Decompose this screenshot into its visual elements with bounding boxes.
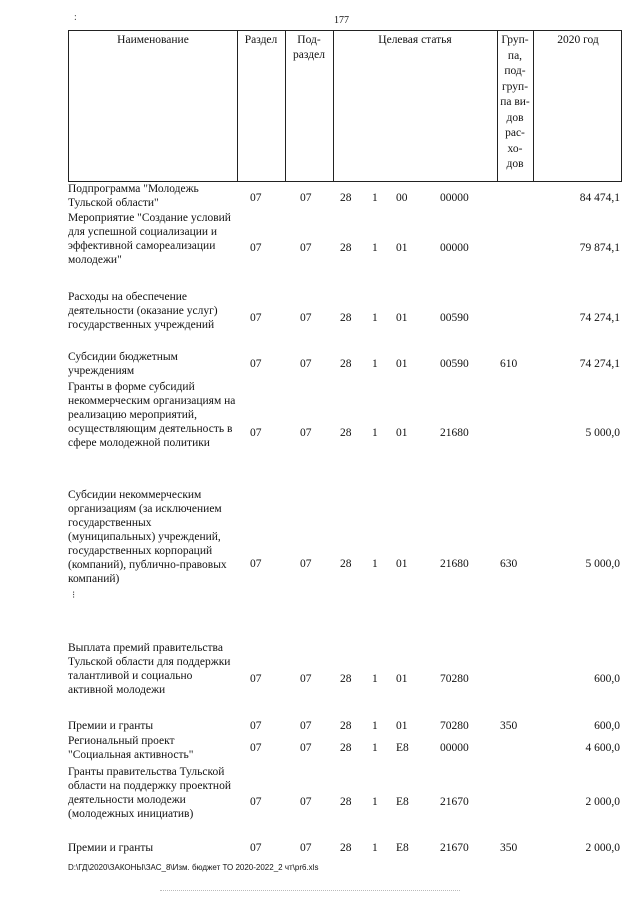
row-cs-a: 28	[340, 673, 352, 685]
row-podrazdel: 07	[300, 742, 312, 754]
row-cs-a: 28	[340, 312, 352, 324]
row-cs-d: 21670	[440, 796, 469, 808]
row-cs-b: 1	[372, 742, 378, 754]
row-value: 74 274,1	[579, 358, 620, 370]
row-cs-d: 21670	[440, 842, 469, 854]
header-podrazdel: Под- раздел	[293, 34, 325, 61]
row-razdel: 07	[250, 312, 262, 324]
row-razdel: 07	[250, 427, 262, 439]
row-cs-d: 21680	[440, 558, 469, 570]
row-name: Региональный проект "Социальная активность"	[68, 735, 194, 761]
row-name: Гранты правительства Тульской области на поддержку проектной деятельности молодежи (молодежных инициатив)	[68, 766, 231, 820]
row-name: Гранты в форме субсидий некоммерческим организациям на реализацию мероприятий, осуществляющим деятельность в сфере молодежной политики	[68, 381, 236, 449]
row-value: 5 000,0	[585, 558, 620, 570]
row-podrazdel: 07	[300, 358, 312, 370]
row-razdel: 07	[250, 842, 262, 854]
row-value: 5 000,0	[585, 427, 620, 439]
row-podrazdel: 07	[300, 796, 312, 808]
scan-artifact-line	[160, 890, 460, 891]
row-cs-c: E8	[396, 796, 409, 808]
row-cs-b: 1	[372, 796, 378, 808]
row-name: Подпрограмма "Молодежь Тульской области"	[68, 183, 199, 209]
row-podrazdel: 07	[300, 312, 312, 324]
row-podrazdel: 07	[300, 192, 312, 204]
row-name: Выплата премий правительства Тульской области для поддержки талантливой и социально активной молодежи	[68, 642, 231, 696]
row-cs-a: 28	[340, 427, 352, 439]
table-header	[68, 30, 622, 182]
row-value: 2 000,0	[585, 842, 620, 854]
row-group: 350	[500, 842, 518, 854]
row-value: 600,0	[594, 673, 620, 685]
row-cs-d: 00000	[440, 242, 469, 254]
row-cs-c: 01	[396, 242, 408, 254]
row-cs-a: 28	[340, 720, 352, 732]
row-cs-b: 1	[372, 242, 378, 254]
row-cs-a: 28	[340, 742, 352, 754]
row-razdel: 07	[250, 558, 262, 570]
row-group: 350	[500, 720, 518, 732]
header-gruppa: Груп- па, под- груп- па ви- дов рас- хо- дов	[500, 34, 530, 170]
row-value: 4 600,0	[585, 742, 620, 754]
row-cs-b: 1	[372, 192, 378, 204]
row-podrazdel: 07	[300, 720, 312, 732]
row-cs-c: 01	[396, 720, 408, 732]
row-cs-b: 1	[372, 558, 378, 570]
row-cs-a: 28	[340, 842, 352, 854]
row-razdel: 07	[250, 242, 262, 254]
row-cs-b: 1	[372, 427, 378, 439]
row-value: 84 474,1	[579, 192, 620, 204]
row-cs-d: 70280	[440, 720, 469, 732]
row-cs-d: 00590	[440, 358, 469, 370]
row-value: 2 000,0	[585, 796, 620, 808]
row-cs-b: 1	[372, 358, 378, 370]
row-cs-d: 00000	[440, 192, 469, 204]
header-razdel: Раздел	[244, 34, 278, 46]
row-cs-a: 28	[340, 242, 352, 254]
row-cs-b: 1	[372, 673, 378, 685]
header-divider	[333, 31, 334, 181]
row-value: 79 874,1	[579, 242, 620, 254]
row-cs-c: E8	[396, 842, 409, 854]
row-name: Субсидии бюджетным учреждениям	[68, 351, 178, 377]
row-value: 74 274,1	[579, 312, 620, 324]
scan-mark: ⁝	[72, 590, 76, 601]
row-podrazdel: 07	[300, 427, 312, 439]
row-cs-a: 28	[340, 558, 352, 570]
row-cs-d: 00000	[440, 742, 469, 754]
row-name: Субсидии некоммерческим организациям (за исключением государственных (муниципальных) учреждений, государственных корпораций (компаний), публично-правовых компаний)	[68, 489, 227, 585]
row-name: Премии и гранты	[68, 720, 154, 732]
row-podrazdel: 07	[300, 558, 312, 570]
row-group: 610	[500, 358, 518, 370]
row-cs-a: 28	[340, 796, 352, 808]
row-cs-c: E8	[396, 742, 409, 754]
row-razdel: 07	[250, 673, 262, 685]
row-podrazdel: 07	[300, 673, 312, 685]
header-year: 2020 год	[557, 34, 599, 46]
row-cs-a: 28	[340, 358, 352, 370]
row-cs-a: 28	[340, 192, 352, 204]
row-cs-c: 01	[396, 673, 408, 685]
row-podrazdel: 07	[300, 842, 312, 854]
row-name: Расходы на обеспечение деятельности (оказание услуг) государственных учреждений	[68, 291, 218, 331]
header-divider	[533, 31, 534, 181]
row-razdel: 07	[250, 796, 262, 808]
scan-mark: :	[74, 12, 77, 23]
row-cs-b: 1	[372, 312, 378, 324]
row-group: 630	[500, 558, 518, 570]
row-cs-c: 01	[396, 558, 408, 570]
header-name: Наименование	[117, 34, 189, 46]
row-cs-d: 00590	[440, 312, 469, 324]
row-cs-c: 00	[396, 192, 408, 204]
row-cs-d: 21680	[440, 427, 469, 439]
row-cs-c: 01	[396, 312, 408, 324]
row-podrazdel: 07	[300, 242, 312, 254]
page-number: 177	[334, 15, 349, 26]
row-cs-c: 01	[396, 358, 408, 370]
row-razdel: 07	[250, 192, 262, 204]
row-name: Премии и гранты	[68, 842, 154, 854]
footer-file-path: D:\ГД\2020\ЗАКОНЫ\ЗАС_8\Изм. бюджет ТО 2020-2022_2 чт\pr6.xls	[68, 863, 319, 872]
header-divider	[237, 31, 238, 181]
row-razdel: 07	[250, 720, 262, 732]
row-razdel: 07	[250, 358, 262, 370]
row-razdel: 07	[250, 742, 262, 754]
row-value: 600,0	[594, 720, 620, 732]
row-cs-b: 1	[372, 842, 378, 854]
row-name: Мероприятие "Создание условий для успешной социализации и эффективной самореализации молодежи"	[68, 212, 231, 266]
row-cs-b: 1	[372, 720, 378, 732]
header-celevaya: Целевая статья	[378, 34, 452, 46]
row-cs-c: 01	[396, 427, 408, 439]
row-cs-d: 70280	[440, 673, 469, 685]
